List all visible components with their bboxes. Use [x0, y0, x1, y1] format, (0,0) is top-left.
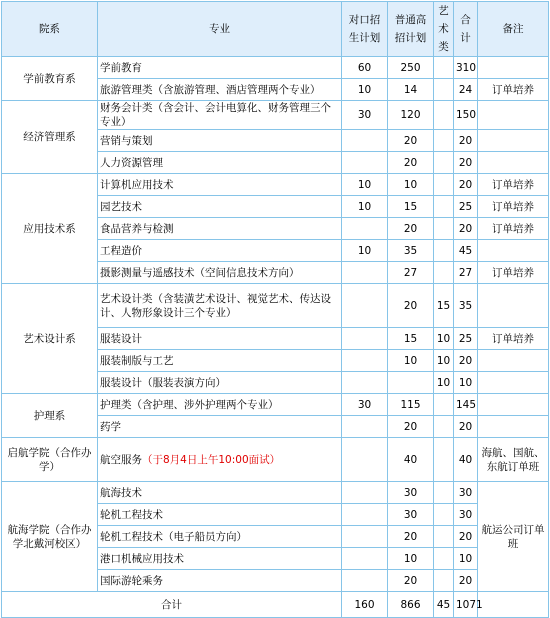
dept-cell: 学前教育系 [2, 57, 98, 101]
art-cell [434, 438, 454, 482]
vocational-plan-cell [342, 438, 388, 482]
total-sum: 1071 [454, 592, 478, 618]
header-general-plan: 普通高招计划 [388, 2, 434, 57]
note-cell [478, 240, 549, 262]
vocational-plan-cell [342, 130, 388, 152]
art-cell [434, 152, 454, 174]
major-cell: 护理类（含护理、涉外护理两个专业） [98, 394, 342, 416]
note-cell: 订单培养 [478, 218, 549, 240]
header-art: 艺术类 [434, 2, 454, 57]
vocational-plan-cell: 60 [342, 57, 388, 79]
total-cell: 24 [454, 79, 478, 101]
note-cell [478, 101, 549, 130]
table-row [2, 394, 549, 416]
major-cell: 学前教育 [98, 57, 342, 79]
major-cell: 财务会计类（含会计、会计电算化、财务管理三个专业） [98, 101, 342, 130]
total-cell: 150 [454, 101, 478, 130]
general-plan-cell: 20 [388, 416, 434, 438]
art-cell [434, 526, 454, 548]
total-row [2, 592, 549, 618]
total-cell: 20 [454, 416, 478, 438]
vocational-plan-cell [342, 262, 388, 284]
general-plan-cell: 15 [388, 328, 434, 350]
major-cell: 航海技术 [98, 482, 342, 504]
art-cell [434, 548, 454, 570]
general-plan-cell: 30 [388, 482, 434, 504]
note-cell [478, 416, 549, 438]
total-general: 866 [388, 592, 434, 618]
note-cell [478, 57, 549, 79]
vocational-plan-cell [342, 152, 388, 174]
dept-cell: 艺术设计系 [2, 284, 98, 394]
total-cell: 35 [454, 284, 478, 328]
major-cell: 摄影测量与遥感技术（空间信息技术方向） [98, 262, 342, 284]
note-cell: 航运公司订单班 [478, 482, 549, 592]
general-plan-cell: 20 [388, 152, 434, 174]
general-plan-cell [388, 372, 434, 394]
table-row [2, 101, 549, 130]
major-cell: 国际游轮乘务 [98, 570, 342, 592]
general-plan-cell: 250 [388, 57, 434, 79]
vocational-plan-cell [342, 526, 388, 548]
art-cell [434, 416, 454, 438]
major-cell: 园艺技术 [98, 196, 342, 218]
general-plan-cell: 40 [388, 438, 434, 482]
art-cell [434, 504, 454, 526]
general-plan-cell: 27 [388, 262, 434, 284]
interview-notice: （于8月4日上午10:00面试） [142, 453, 281, 466]
major-cell: 服装设计（服装表演方向） [98, 372, 342, 394]
total-cell: 45 [454, 240, 478, 262]
total-cell: 20 [454, 152, 478, 174]
general-plan-cell: 20 [388, 130, 434, 152]
major-cell: 药学 [98, 416, 342, 438]
total-cell: 10 [454, 548, 478, 570]
major-cell: 服装制版与工艺 [98, 350, 342, 372]
header-note: 备注 [478, 2, 549, 57]
dept-cell: 航海学院（合作办学北戴河校区） [2, 482, 98, 592]
note-cell: 订单培养 [478, 196, 549, 218]
dept-cell: 应用技术系 [2, 174, 98, 284]
major-cell [98, 438, 342, 482]
total-vocational: 160 [342, 592, 388, 618]
major-cell: 食品营养与检测 [98, 218, 342, 240]
table-row [2, 284, 549, 328]
table-row [2, 438, 549, 482]
major-cell: 港口机械应用技术 [98, 548, 342, 570]
note-cell: 订单培养 [478, 262, 549, 284]
vocational-plan-cell: 10 [342, 174, 388, 196]
art-cell [434, 130, 454, 152]
table-row [2, 57, 549, 79]
major-cell: 轮机工程技术（电子船员方向） [98, 526, 342, 548]
art-cell [434, 240, 454, 262]
vocational-plan-cell [342, 284, 388, 328]
total-cell: 40 [454, 438, 478, 482]
art-cell [434, 218, 454, 240]
header-vocational-plan: 对口招生计划 [342, 2, 388, 57]
note-cell [478, 130, 549, 152]
general-plan-cell: 10 [388, 350, 434, 372]
general-plan-cell: 20 [388, 218, 434, 240]
major-name: 航空服务 [100, 453, 142, 466]
total-cell: 20 [454, 218, 478, 240]
total-cell: 30 [454, 482, 478, 504]
vocational-plan-cell: 30 [342, 394, 388, 416]
major-cell: 计算机应用技术 [98, 174, 342, 196]
art-cell [434, 570, 454, 592]
vocational-plan-cell: 10 [342, 79, 388, 101]
dept-cell: 经济管理系 [2, 101, 98, 174]
header-dept: 院系 [2, 2, 98, 57]
table-row [2, 174, 549, 196]
total-cell: 20 [454, 526, 478, 548]
vocational-plan-cell [342, 548, 388, 570]
note-cell [478, 372, 549, 394]
note-cell: 订单培养 [478, 328, 549, 350]
vocational-plan-cell: 10 [342, 240, 388, 262]
major-cell: 旅游管理类（含旅游管理、酒店管理两个专业） [98, 79, 342, 101]
general-plan-cell: 10 [388, 174, 434, 196]
vocational-plan-cell [342, 482, 388, 504]
note-cell: 订单培养 [478, 79, 549, 101]
total-cell: 310 [454, 57, 478, 79]
vocational-plan-cell [342, 218, 388, 240]
total-cell: 30 [454, 504, 478, 526]
vocational-plan-cell [342, 350, 388, 372]
note-cell [478, 350, 549, 372]
header-major: 专业 [98, 2, 342, 57]
header-total: 合计 [454, 2, 478, 57]
total-cell: 10 [454, 372, 478, 394]
art-cell [434, 174, 454, 196]
general-plan-cell: 30 [388, 504, 434, 526]
major-cell: 艺术设计类（含装潢艺术设计、视觉艺术、传达设计、人物形象设计三个专业） [98, 284, 342, 328]
art-cell [434, 79, 454, 101]
total-cell: 20 [454, 174, 478, 196]
total-cell: 20 [454, 350, 478, 372]
art-cell: 10 [434, 328, 454, 350]
dept-cell: 护理系 [2, 394, 98, 438]
total-cell: 25 [454, 196, 478, 218]
total-cell: 27 [454, 262, 478, 284]
vocational-plan-cell [342, 328, 388, 350]
art-cell [434, 262, 454, 284]
vocational-plan-cell [342, 570, 388, 592]
total-cell: 145 [454, 394, 478, 416]
note-cell: 海航、国航、东航订单班 [478, 438, 549, 482]
art-cell [434, 101, 454, 130]
total-note [478, 592, 549, 618]
dept-cell: 启航学院（合作办学） [2, 438, 98, 482]
art-cell: 10 [434, 350, 454, 372]
art-cell [434, 57, 454, 79]
total-label: 合计 [2, 592, 342, 618]
general-plan-cell: 15 [388, 196, 434, 218]
total-cell: 20 [454, 130, 478, 152]
art-cell [434, 196, 454, 218]
art-cell: 15 [434, 284, 454, 328]
note-cell: 订单培养 [478, 174, 549, 196]
art-cell [434, 394, 454, 416]
general-plan-cell: 35 [388, 240, 434, 262]
vocational-plan-cell [342, 504, 388, 526]
major-cell: 服装设计 [98, 328, 342, 350]
enrollment-table [1, 1, 549, 618]
general-plan-cell: 20 [388, 526, 434, 548]
major-cell: 轮机工程技术 [98, 504, 342, 526]
general-plan-cell: 14 [388, 79, 434, 101]
total-cell: 20 [454, 570, 478, 592]
art-cell: 10 [434, 372, 454, 394]
note-cell [478, 394, 549, 416]
table-row [2, 482, 549, 504]
note-cell [478, 152, 549, 174]
general-plan-cell: 20 [388, 284, 434, 328]
art-cell [434, 482, 454, 504]
total-cell: 25 [454, 328, 478, 350]
vocational-plan-cell [342, 416, 388, 438]
general-plan-cell: 115 [388, 394, 434, 416]
major-cell: 营销与策划 [98, 130, 342, 152]
general-plan-cell: 120 [388, 101, 434, 130]
vocational-plan-cell: 30 [342, 101, 388, 130]
vocational-plan-cell: 10 [342, 196, 388, 218]
general-plan-cell: 20 [388, 570, 434, 592]
general-plan-cell: 10 [388, 548, 434, 570]
vocational-plan-cell [342, 372, 388, 394]
note-cell [478, 284, 549, 328]
header-row [2, 2, 549, 57]
major-cell: 工程造价 [98, 240, 342, 262]
major-cell: 人力资源管理 [98, 152, 342, 174]
total-art: 45 [434, 592, 454, 618]
